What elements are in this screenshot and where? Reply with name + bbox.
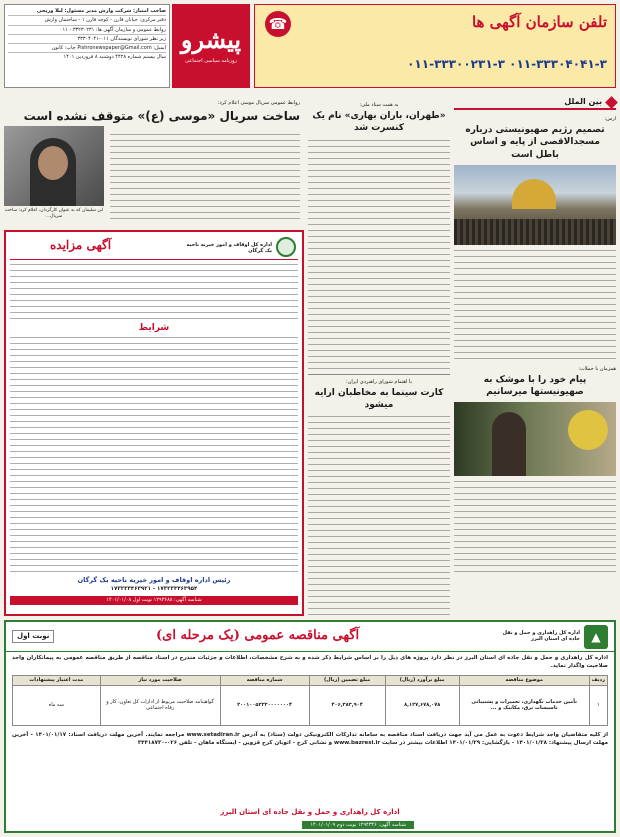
cinema-body bbox=[308, 416, 450, 626]
musa-kicker: روابط عمومی سریال موسی اعلام کرد: bbox=[217, 100, 300, 106]
th-index: ردیف bbox=[589, 676, 607, 685]
hamas-kicker: همزمان با حملات: bbox=[578, 365, 616, 372]
cell-subject: تأمین خدمات نگهداری، تعمیرات و پشتیبانی تاسیسات برق، مکانیک و ... bbox=[459, 685, 589, 725]
zionist-kicker: ارس: bbox=[604, 116, 616, 122]
info-line-1: دفتر مرکزی: خیابان قارن - کوچه قارن ۱ - ساختمان وارش bbox=[8, 16, 166, 25]
auction-signature: رئیس اداره اوقاف و امور خیریه ناحیه یک گرگان bbox=[77, 576, 231, 585]
tender-intro: اداره کل راهداری و حمل و نقل جاده ای استان البرز در نظر دارد پروژه های ذیل را بر اساس شرایط ذکر شده و به شرح مشخصات، اطلاعات و جزئیات مندرج در اسناد مناقصه از طریق مناقصه عمومی به پیمانکاران واجد صلاحیت واگذار نماید. bbox=[12, 655, 608, 669]
th-estimate: مبلغ برآورد (ریال) bbox=[385, 676, 459, 685]
ads-banner-phones: ۰۱۱-۳۳۳۰۰۲۳۱-۳ ۰۱۱-۳۳۳۰۴۰۴۱-۳ bbox=[407, 57, 607, 71]
tender-footer: شناسه آگهی: ۱۲۹۴۳۴۶ نوبت دوم ۱۴۰۱/۰۱/۰۹ bbox=[302, 821, 414, 829]
director-face bbox=[38, 146, 68, 180]
tender-ad bbox=[4, 620, 616, 833]
crowd-shape bbox=[454, 219, 616, 245]
auction-ad bbox=[4, 230, 304, 616]
cell-estimate: ۸,۱۲۷,۶۷۸,۰۷۸ bbox=[385, 685, 459, 725]
tender-table bbox=[12, 675, 608, 725]
divider bbox=[308, 374, 450, 375]
auction-footer: شناسه آگهی: ۱۲۹۳۶۸۸ نوبت اول ۱۴۰۱/۰۱/۰۸ bbox=[10, 596, 298, 604]
speaker-silhouette bbox=[492, 412, 526, 476]
th-guarantee: مبلغ تضمین (ریال) bbox=[309, 676, 385, 685]
tender-table-wrap bbox=[6, 673, 614, 727]
auction-body bbox=[10, 337, 298, 573]
cell-validity: سه ماه bbox=[13, 685, 101, 725]
hamas-headline: پیام خود را با موشک به صهیونیستها میرسانیم bbox=[483, 374, 587, 398]
musa-body bbox=[110, 134, 300, 222]
ads-banner-title: تلفن سازمان آگهی ها bbox=[471, 13, 607, 31]
cinema-kicker: با اهتمام شورای راهبردی ایران: bbox=[346, 378, 412, 385]
th-number: شماره مناقصه bbox=[220, 676, 309, 685]
newspaper-logo: پیشرو bbox=[180, 24, 242, 54]
auction-header bbox=[10, 236, 298, 260]
middle-column bbox=[308, 96, 450, 616]
tehran-headline: «طهران، باران بهاری» نام یک کنسرت شد bbox=[312, 111, 446, 134]
hamas-body bbox=[454, 481, 616, 576]
zionist-body bbox=[454, 250, 616, 362]
zionist-headline: تصمیم رژیم صهیونیستی درباره مسجدالاقصی از پایه و اساس باطل است bbox=[465, 125, 605, 160]
aqsa-photo bbox=[454, 165, 616, 245]
tender-org: اداره کل راهداری و حمل و نقل جاده ای استان البرز bbox=[502, 630, 580, 643]
tender-body: از کلیه متقاضیان واجد شرایط دعوت به عمل می آید جهت دریافت اسناد مناقصه به سامانه تدارکات الکترونیکی دولت (ستاد) به آدرس www.setadiran.ir مراجعه نمایند. آخرین مهلت دریافت اسناد: ۱۴۰۱/۰۱/۱۷ - آخرین مهلت ارسال پیشنهاد: ۱۴۰۱/۰۱/۲۸ - بازگشایی: ۱۴۰۱/۰۱/۲۹ اطلاعات بیشتر در سایت www.bazresi.ir و نشانی کرج - اتوبان کرج قزوین - ایستگاه ماهان - تلفن ۰۲۶-۳۴۴۱۸۷۳۰ bbox=[12, 731, 608, 746]
section-international bbox=[454, 96, 616, 616]
dome-shape bbox=[512, 179, 556, 209]
cell-number: ۲۰۰۱۰۰۵۲۲۲۰۰۰۰۰۰۰۴ bbox=[220, 685, 309, 725]
awqaf-logo-icon bbox=[276, 237, 296, 257]
musa-headline: ساخت سریال «موسی (ع)» متوقف نشده است bbox=[23, 109, 300, 124]
tehran-kicker: به همت ستاد ملی: bbox=[359, 102, 399, 108]
logo-block bbox=[172, 4, 250, 88]
masthead bbox=[0, 0, 620, 92]
phone-icon: ☎ bbox=[265, 11, 291, 37]
auction-title: آگهی مزایده bbox=[50, 238, 112, 252]
cell-guarantee: ۴۰۶,۳۸۳,۹۰۴ bbox=[309, 685, 385, 725]
section-header bbox=[454, 96, 616, 110]
auction-intro bbox=[10, 264, 298, 320]
masthead-info bbox=[4, 4, 170, 88]
tender-signature: اداره کل راهداری و حمل و نقل جاده ای استان البرز bbox=[220, 808, 400, 817]
info-line-0: صاحب امتیاز: شرکت وارش مدیر مسئول: لیلا وریجی bbox=[8, 7, 166, 16]
musa-photo-caption: ابن سلیمان که به عنوان کارگردان، اعلام کرد: ساخت سریال... bbox=[4, 208, 104, 219]
tender-header bbox=[6, 622, 614, 652]
cell-qualification: گواهینامه صلاحیت مربوط از ادارات کل تعاون، کار و رفاه اجتماعی bbox=[100, 685, 220, 725]
flag-shape bbox=[568, 410, 608, 450]
musa-photo bbox=[4, 126, 104, 206]
hamas-photo bbox=[454, 402, 616, 476]
info-line-2: روابط عمومی و سازمان آگهی ها: ۳۳۲۳۰۲۳۱ - ۰۱۱ bbox=[8, 26, 166, 35]
info-line-3: زیر نظر شورای نویسندگان ۰۱۱-۳۳۳۰۴۰۴۱ bbox=[8, 35, 166, 44]
diamond-icon bbox=[605, 96, 618, 109]
section-title: بین الملل bbox=[564, 97, 602, 106]
musa-article bbox=[4, 96, 304, 226]
cell-index: ۱ bbox=[589, 685, 607, 725]
info-line-4: ایمیل: Pishronewspaper@Gmail.com چاپ: کانون bbox=[8, 44, 166, 53]
tender-round: نوبت اول bbox=[12, 630, 54, 643]
cinema-headline: کارت سینما به مخاطبان ارایه میشود bbox=[314, 387, 444, 410]
auction-org: اداره کل اوقاف و امور خیریه ناحیه یک گرگان bbox=[186, 242, 272, 255]
table-row bbox=[13, 685, 608, 725]
ads-banner bbox=[254, 4, 616, 88]
th-subject: موضوع مناقصه bbox=[459, 676, 589, 685]
info-line-5: سال بیستم شماره ۴۴۲۸ دوشنبه ۸ فروردین ۱۴۰۱ bbox=[63, 54, 166, 61]
tender-title: آگهی مناقصه عمومی (یک مرحله ای) bbox=[156, 628, 360, 643]
tender-table-header bbox=[13, 676, 608, 685]
th-qualification: صلاحیت مورد نیاز bbox=[100, 676, 220, 685]
auction-conditions: شرایط bbox=[138, 323, 170, 333]
newspaper-logo-sub: روزنامه سیاسی اجتماعی bbox=[185, 57, 237, 64]
th-validity: مدت اعتبار پیشنهادات bbox=[13, 676, 101, 685]
auction-phones: ۱۷۳۲۳۳۴۶۳۹۲۱ - ۱۷۳۲۳۳۴۶۳۹۵۴ bbox=[110, 586, 198, 593]
tehran-body bbox=[308, 140, 450, 370]
road-logo-icon: ▲ bbox=[584, 625, 608, 649]
